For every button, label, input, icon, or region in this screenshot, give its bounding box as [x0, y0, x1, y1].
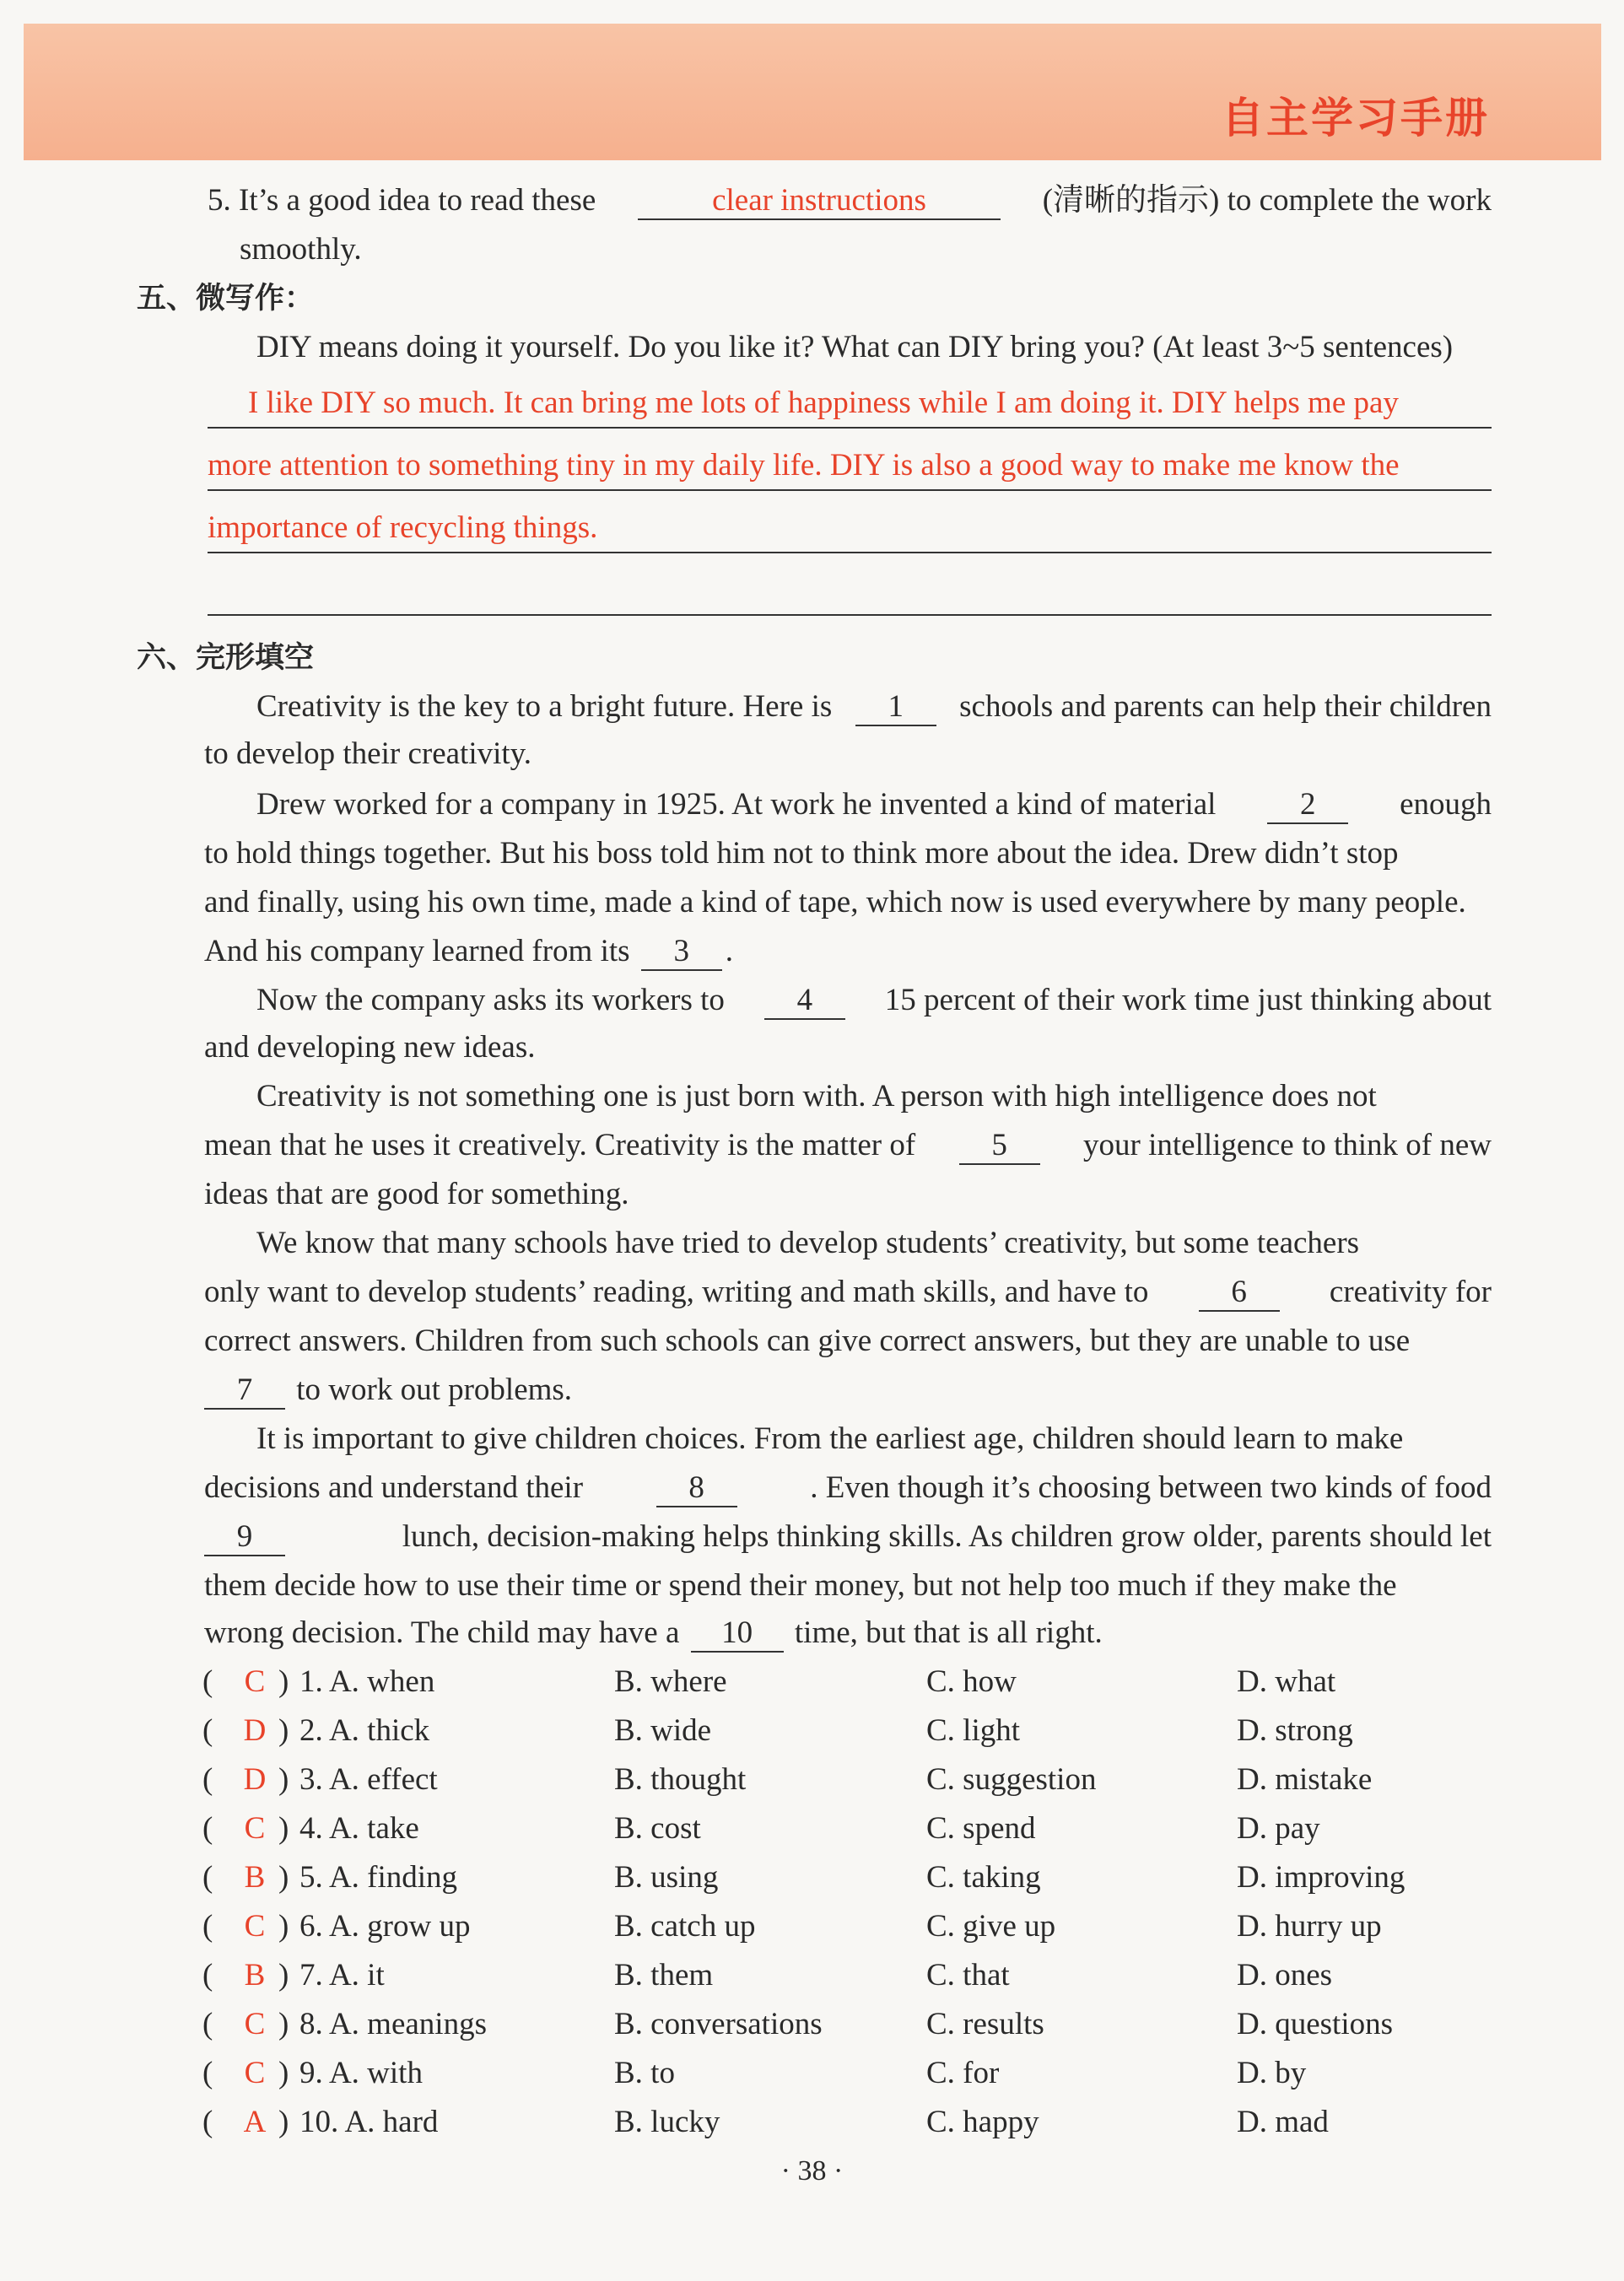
q5-answer-blank: clear instructions [638, 183, 1001, 220]
answer-letter: B [244, 1860, 266, 1895]
option-c: C. that [926, 1958, 1010, 1993]
option-c: C. results [926, 2007, 1044, 2041]
passage-text: It is important to give children choices. From the earliest age, children should learn to make [256, 1421, 1404, 1456]
blank-2: 2 [1267, 787, 1348, 824]
option-c: C. suggestion [926, 1762, 1097, 1797]
blank-5: 5 [959, 1128, 1040, 1165]
passage-text: to work out problems. [296, 1372, 573, 1407]
writing-line-4 [208, 567, 1492, 616]
section5-title: 五、微写作： [137, 282, 315, 315]
option-b: B. lucky [614, 2105, 720, 2139]
passage-line-7 [256, 977, 1492, 1024]
option-c: C. happy [926, 2105, 1039, 2139]
option-c: C. give up [926, 1909, 1056, 1944]
blank-3: 3 [641, 934, 722, 971]
passage-text: schools and parents can help their children [959, 689, 1492, 724]
passage-text: wrong decision. The child may have a [204, 1615, 680, 1650]
section5-prompt-text: DIY means doing it yourself. Do you like it? What can DIY bring you? (At least 3~5 sentences) [256, 330, 1454, 364]
answer-letter: A [243, 2105, 267, 2139]
option-d: D. improving [1237, 1860, 1405, 1895]
option-a: 3. A. effect [299, 1762, 438, 1797]
option-a: 8. A. meanings [299, 2007, 487, 2041]
answer-letter: C [244, 1811, 266, 1846]
option-b: B. wide [614, 1713, 712, 1748]
blank-7: 7 [204, 1372, 285, 1410]
passage-text: We know that many schools have tried to develop students’ creativity, but some teachers [256, 1226, 1360, 1260]
passage-line-12 [256, 1220, 1492, 1267]
passage-text: mean that he uses it creatively. Creativity is the matter of [204, 1128, 916, 1162]
passage-line-16 [256, 1416, 1492, 1463]
option-a: 9. A. with [299, 2056, 423, 2090]
option-a: 6. A. grow up [299, 1909, 471, 1944]
option-d: D. hurry up [1237, 1909, 1382, 1944]
option-a: 2. A. thick [299, 1713, 430, 1748]
passage-text: to hold things together. But his boss told him not to think more about the idea. Drew didn’t stop [204, 836, 1399, 871]
passage-text: Now the company asks its workers to [256, 983, 725, 1017]
header-banner [24, 24, 1601, 160]
blank-4: 4 [764, 983, 845, 1020]
passage-text: Drew worked for a company in 1925. At work he invented a kind of material [256, 787, 1217, 822]
passage-line-3 [256, 781, 1492, 828]
passage-text: decisions and understand their [204, 1470, 584, 1505]
answer-letter: C [244, 1664, 266, 1699]
option-d: D. what [1237, 1664, 1336, 1699]
passage-text: your intelligence to think of new [1083, 1128, 1492, 1162]
header-title: 自主学习手册 [1222, 94, 1490, 143]
answer-letter: B [244, 1958, 266, 1993]
q5-text-after: (清晰的指示) to complete the work [1042, 183, 1492, 218]
passage-text: and finally, using his own time, made a kind of tape, which now is used everywhere by many people. [204, 885, 1466, 919]
blank-6: 6 [1199, 1275, 1280, 1312]
option-d: D. mad [1237, 2105, 1329, 2139]
option-a: 1. A. when [299, 1664, 435, 1699]
option-b: B. where [614, 1664, 727, 1699]
option-b: B. using [614, 1860, 719, 1895]
passage-text: . [725, 934, 734, 968]
passage-text: enough [1400, 787, 1492, 822]
option-a: 10. A. hard [299, 2105, 439, 2139]
passage-line-14 [204, 1318, 1492, 1365]
page-number: · 38 · [780, 2155, 844, 2187]
option-a: 4. A. take [299, 1811, 419, 1846]
option-d: D. pay [1237, 1811, 1320, 1846]
option-b: B. catch up [614, 1909, 756, 1944]
passage-line-17 [204, 1464, 1492, 1512]
option-c: C. for [926, 2056, 1000, 2090]
q5-line2: smoothly. [240, 232, 362, 267]
passage-text: lunch, decision-making helps thinking skills. As children grow older, parents should let [402, 1519, 1492, 1554]
passage-line-15 [204, 1367, 572, 1414]
passage-text: . Even though it’s choosing between two kinds of food [810, 1470, 1492, 1505]
answer-letter: C [244, 2007, 266, 2041]
passage-line-2: to develop their creativity. [204, 736, 532, 771]
option-c: C. spend [926, 1811, 1036, 1846]
option-b: B. conversations [614, 2007, 823, 2041]
option-a: 7. A. it [299, 1958, 385, 1993]
passage-text: Creativity is the key to a bright future. Here is [256, 689, 833, 724]
answer-letter: D [243, 1762, 267, 1797]
blank-9: 9 [204, 1519, 285, 1556]
passage-text: time, but that is all right. [794, 1615, 1103, 1650]
writing-line-2: more attention to something tiny in my daily life. DIY is also a good way to make me know the [208, 442, 1492, 491]
section5-prompt [256, 324, 1492, 371]
passage-line-5 [204, 879, 1492, 926]
option-b: B. to [614, 2056, 675, 2090]
passage-line-20 [204, 1610, 1103, 1657]
passage-line-6 [204, 928, 733, 975]
option-b: B. cost [614, 1811, 701, 1846]
writing-line-1: I like DIY so much. It can bring me lots of happiness while I am doing it. DIY helps me pay [208, 380, 1492, 429]
option-d: D. by [1237, 2056, 1307, 2090]
option-d: D. strong [1237, 1713, 1353, 1748]
passage-text: them decide how to use their time or spend their money, but not help too much if they make the [204, 1568, 1397, 1603]
passage-line-13 [204, 1269, 1492, 1316]
passage-line-10 [204, 1122, 1492, 1169]
blank-10: 10 [691, 1615, 784, 1653]
passage-text: only want to develop students’ reading, writing and math skills, and have to [204, 1275, 1149, 1309]
answer-letter: D [243, 1713, 267, 1748]
passage-text: creativity for [1329, 1275, 1492, 1309]
passage-line-11: ideas that are good for something. [204, 1177, 629, 1211]
option-c: C. taking [926, 1860, 1041, 1895]
option-d: D. questions [1237, 2007, 1393, 2041]
blank-8: 8 [656, 1470, 737, 1507]
option-b: B. them [614, 1958, 714, 1993]
passage-line-8: and developing new ideas. [204, 1030, 536, 1065]
passage-line-1 [256, 683, 1492, 731]
option-d: D. ones [1237, 1958, 1333, 1993]
passage-line-18 [204, 1513, 1492, 1561]
option-c: C. light [926, 1713, 1021, 1748]
passage-text: correct answers. Children from such schools can give correct answers, but they are unable to use [204, 1324, 1411, 1358]
option-c: C. how [926, 1664, 1017, 1699]
option-b: B. thought [614, 1762, 747, 1797]
passage-line-9 [256, 1073, 1492, 1120]
writing-line-3: importance of recycling things. [208, 504, 1492, 553]
answer-letter: C [244, 2056, 266, 2090]
answer-letter: C [244, 1909, 266, 1944]
option-a: 5. A. finding [299, 1860, 458, 1895]
passage-text: Creativity is not something one is just born with. A person with high intelligence does not [256, 1079, 1377, 1114]
option-d: D. mistake [1237, 1762, 1373, 1797]
passage-text: 15 percent of their work time just thinking about [884, 983, 1492, 1017]
passage-line-4 [204, 830, 1492, 877]
q5-line1 [208, 177, 1492, 224]
section6-title: 六、完形填空 [137, 641, 315, 675]
blank-1: 1 [855, 689, 936, 726]
q5-text-before: 5. It’s a good idea to read these [208, 183, 596, 218]
passage-text: And his company learned from its [204, 934, 630, 968]
passage-line-19 [204, 1562, 1492, 1610]
